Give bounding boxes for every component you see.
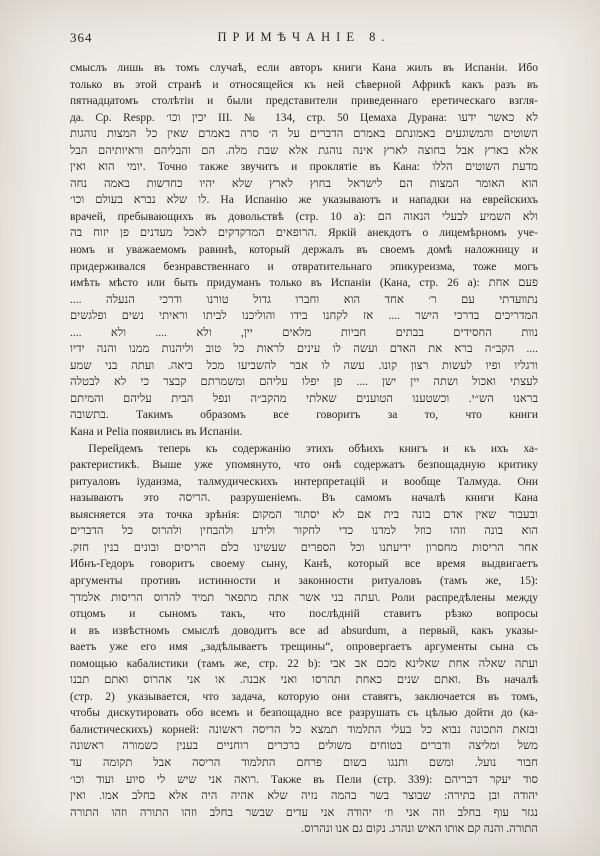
text-line: לו שלא נברא בעולם וכו׳. На Испанію же указываютъ и нападки на еврейскихъ bbox=[70, 194, 538, 207]
text-line: ритуаловъ іудаизма, талмудическихъ интерпретацій и вообще Талмуда. Они bbox=[70, 475, 538, 488]
text-line: аргументы противъ истинности и законности ритуаловъ (тамъ же, 15): bbox=[70, 574, 538, 587]
text-line: התורה. והנה קם אותו האיש ונהרג. נקום גם אנו ונהרוס. bbox=[301, 823, 538, 836]
text-line: הוא בונה וזהו כוזל למדנו כדי לחקור ולידע ולהבחין ולהרוס כל הדברים bbox=[70, 525, 538, 538]
text-line: נוות החסידים בבתים חביות מלאים יין, ולא .... ולא .... bbox=[70, 326, 538, 339]
text-line: .... הקב״ה ברא את האדם ועשה לו עינים לראות כל טוב וליהנות ממנו והנה ידיו bbox=[70, 343, 538, 356]
text-line: балистическихъ) корней: ובזאת התכונה נבוא כל בעלי התלמוד תמצא כל הריסה ראשונה bbox=[70, 723, 538, 736]
page-number: 364 bbox=[70, 30, 93, 45]
text-line: чтобы дискутировать обо всемъ и безпощадно все разрушать съ цѣлью дойти до (ка- bbox=[70, 707, 538, 720]
text-line: выясняется эта точка зрѣнія: ובעבור שאין אדם בונה בית אם לא יסתור המקום bbox=[70, 508, 538, 521]
text-line: המדריכים בדרכי הישר .... אז לקחנו בידו והוליכנו לביתו וראיתי נשים ופלגשים bbox=[70, 310, 538, 323]
text-line: Ибнъ-Гедоръ говоритъ своему сыну, Канѣ, который все время выдвигаетъ bbox=[70, 558, 538, 571]
text-line: отцомъ и сыномъ такъ, что послѣдній ставитъ рѣзко вопросы bbox=[70, 608, 538, 621]
text-line: אחר הריסות מחסרון ידיעתנו וכל הספרים שעשינו כלם הריסים ובונים בנין חזק. bbox=[70, 541, 538, 554]
text-line: смыслъ лишь въ томъ случаѣ, если авторъ книги Кана жилъ въ Испаніи. Ибо bbox=[70, 62, 538, 74]
text-line: да. Ср. Respp. יכין וכו׳ III. № 134, стр. 50 Цемаха Дурана: לא כאשר ידעו bbox=[70, 111, 538, 124]
text-line: יהודה ובן בתירה: שבוצר בשר בהמה נזיה שלא אהיה היה אלא בחלב אמו. ואין bbox=[70, 790, 538, 803]
text-line: בתשובה. Такимъ образомъ все говоритъ за то, что книги bbox=[70, 409, 538, 422]
text-line: и въ извѣстномъ смыслѣ доводитъ все ad absurdum, а первый, какъ указы- bbox=[70, 624, 538, 637]
text-line: לעצתי ואכול ושתה יין ישן .... פן יפלו עליהם ומשמרתם קבצר כי לא לבטלה bbox=[70, 376, 538, 389]
page-header bbox=[70, 30, 538, 48]
text-block bbox=[70, 60, 538, 842]
text-line: только въ этой странѣ и относящейся къ ней сѣверной Африкѣ какъ разъ въ bbox=[70, 78, 538, 91]
text-line: נתוועדתי עם ר׳ אחד הוא וחברו גדול טורנו ודרכי הנעלה .... bbox=[70, 293, 538, 306]
text-line: придерживался безнравственнаго и отвратительнаго эпикуреизма, тоже могъ bbox=[70, 260, 538, 273]
text-line: השוטים והמשוגעים באמונתם באמרם הדברים על ה׳ סרה באמרם שאין כל המצות נוהגות bbox=[70, 128, 538, 141]
text-line: רואה אני שיש לי סיוע ועוד וכו׳. Также въ Пели (стр. 339): סוד יעקר דבריהם bbox=[70, 773, 538, 786]
text-line: ואתם שנים כאחת תהרסו ואני אבנה. או אני אהרוס ואתם תבנו. Въ началѣ bbox=[70, 674, 538, 687]
text-line: הרופאים המדקדקים לאכל מעדנים פן יזוח בה. Яркій анекдотъ о лицемѣрномъ уче- bbox=[70, 227, 538, 240]
text-line: имѣть мѣсто или быть придуманъ только въ Испаніи (Кана, стр. 26 a): פעם אחת bbox=[70, 277, 538, 290]
text-line: הוא האומר המצות הם לישראל בחוץ לארץ שלא יהיו כחדשות באמה נחה bbox=[70, 177, 538, 190]
text-line: врачей, пребывающихъ въ довольствѣ (стр. 10 a): ולא השמיע לבעלי הנאוה הם bbox=[70, 210, 538, 223]
text-line: משל ומליצה ודברים בטוחים משולים כרכרים רוחניים בענין כשמורה ראשונה bbox=[70, 740, 538, 753]
text-line: номъ и уважаемомъ равинѣ, который держалъ въ своемъ домѣ наложницу и bbox=[70, 244, 538, 257]
text-line: рактеристикѣ. Выше уже упомянуто, что онѣ содержатъ безпощадную критику bbox=[70, 459, 538, 472]
text-line: יומי הוא ואין. Точно также звучитъ и проклятіе въ Кана: מדעת השוטים הללו bbox=[70, 161, 538, 174]
text-line: נגזר עוף בחלב וזה אני וז׳ יהודה אני עדים שבשר בחלב וזהו התורה וזהו התורה bbox=[70, 806, 538, 819]
text-line: пятнадцатомъ столѣтіи и были представители приведеннаго еретическаго взгля- bbox=[70, 95, 538, 108]
text-line: помощью кабалистики (тамъ же, стр. 22 b): ועתה שאלה אחת שאלינא מכם אב אבי bbox=[70, 657, 538, 670]
text-line: ועתה בני אשר אתה מתפאר תמיד להרוס הריסות אלמדך. Роли распредѣлены между bbox=[70, 591, 538, 604]
text-line: (стр. 2) указывается, что задача, которую они ставятъ, заключается въ томъ, bbox=[70, 690, 538, 703]
text-line: ваетъ уже его имя „задѣлываетъ трещины“, опровергаетъ аргументы сына съ bbox=[70, 641, 538, 654]
text-line: ורגליו ופיו לעשות רצון קונו. עשה לו אבר להשביעו מכל ביאה. ועתה בני שמע bbox=[70, 359, 538, 372]
text-line: חבור נועל. ומשם ותנגו בשום פרחם התלמוד הריסה אבל תקומה עד bbox=[70, 756, 538, 769]
text-line: אלא בארץ אבל בחוצה לארץ אינה נוהגת אלא שבת מלה. הם והבליהם וראיותיהם הבל bbox=[70, 144, 538, 157]
text-line: Кана и Pelia появились въ Испаніи. bbox=[70, 426, 243, 439]
page-header-title: ПРИМѢЧАНІЕ 8. bbox=[217, 30, 391, 44]
text-line: בראנו הש״י. וכשטענו הטוענים שאלתי מהקב״ה ונפל הבית עליהם והמיתם bbox=[70, 392, 538, 405]
text-line: Перейдемъ теперь къ содержанію этихъ обѣихъ книгъ и къ ихъ ха- bbox=[88, 442, 538, 455]
text-line: называютъ это הריסה. разрушеніемъ. Въ самомъ началѣ книги Кана bbox=[70, 492, 538, 505]
